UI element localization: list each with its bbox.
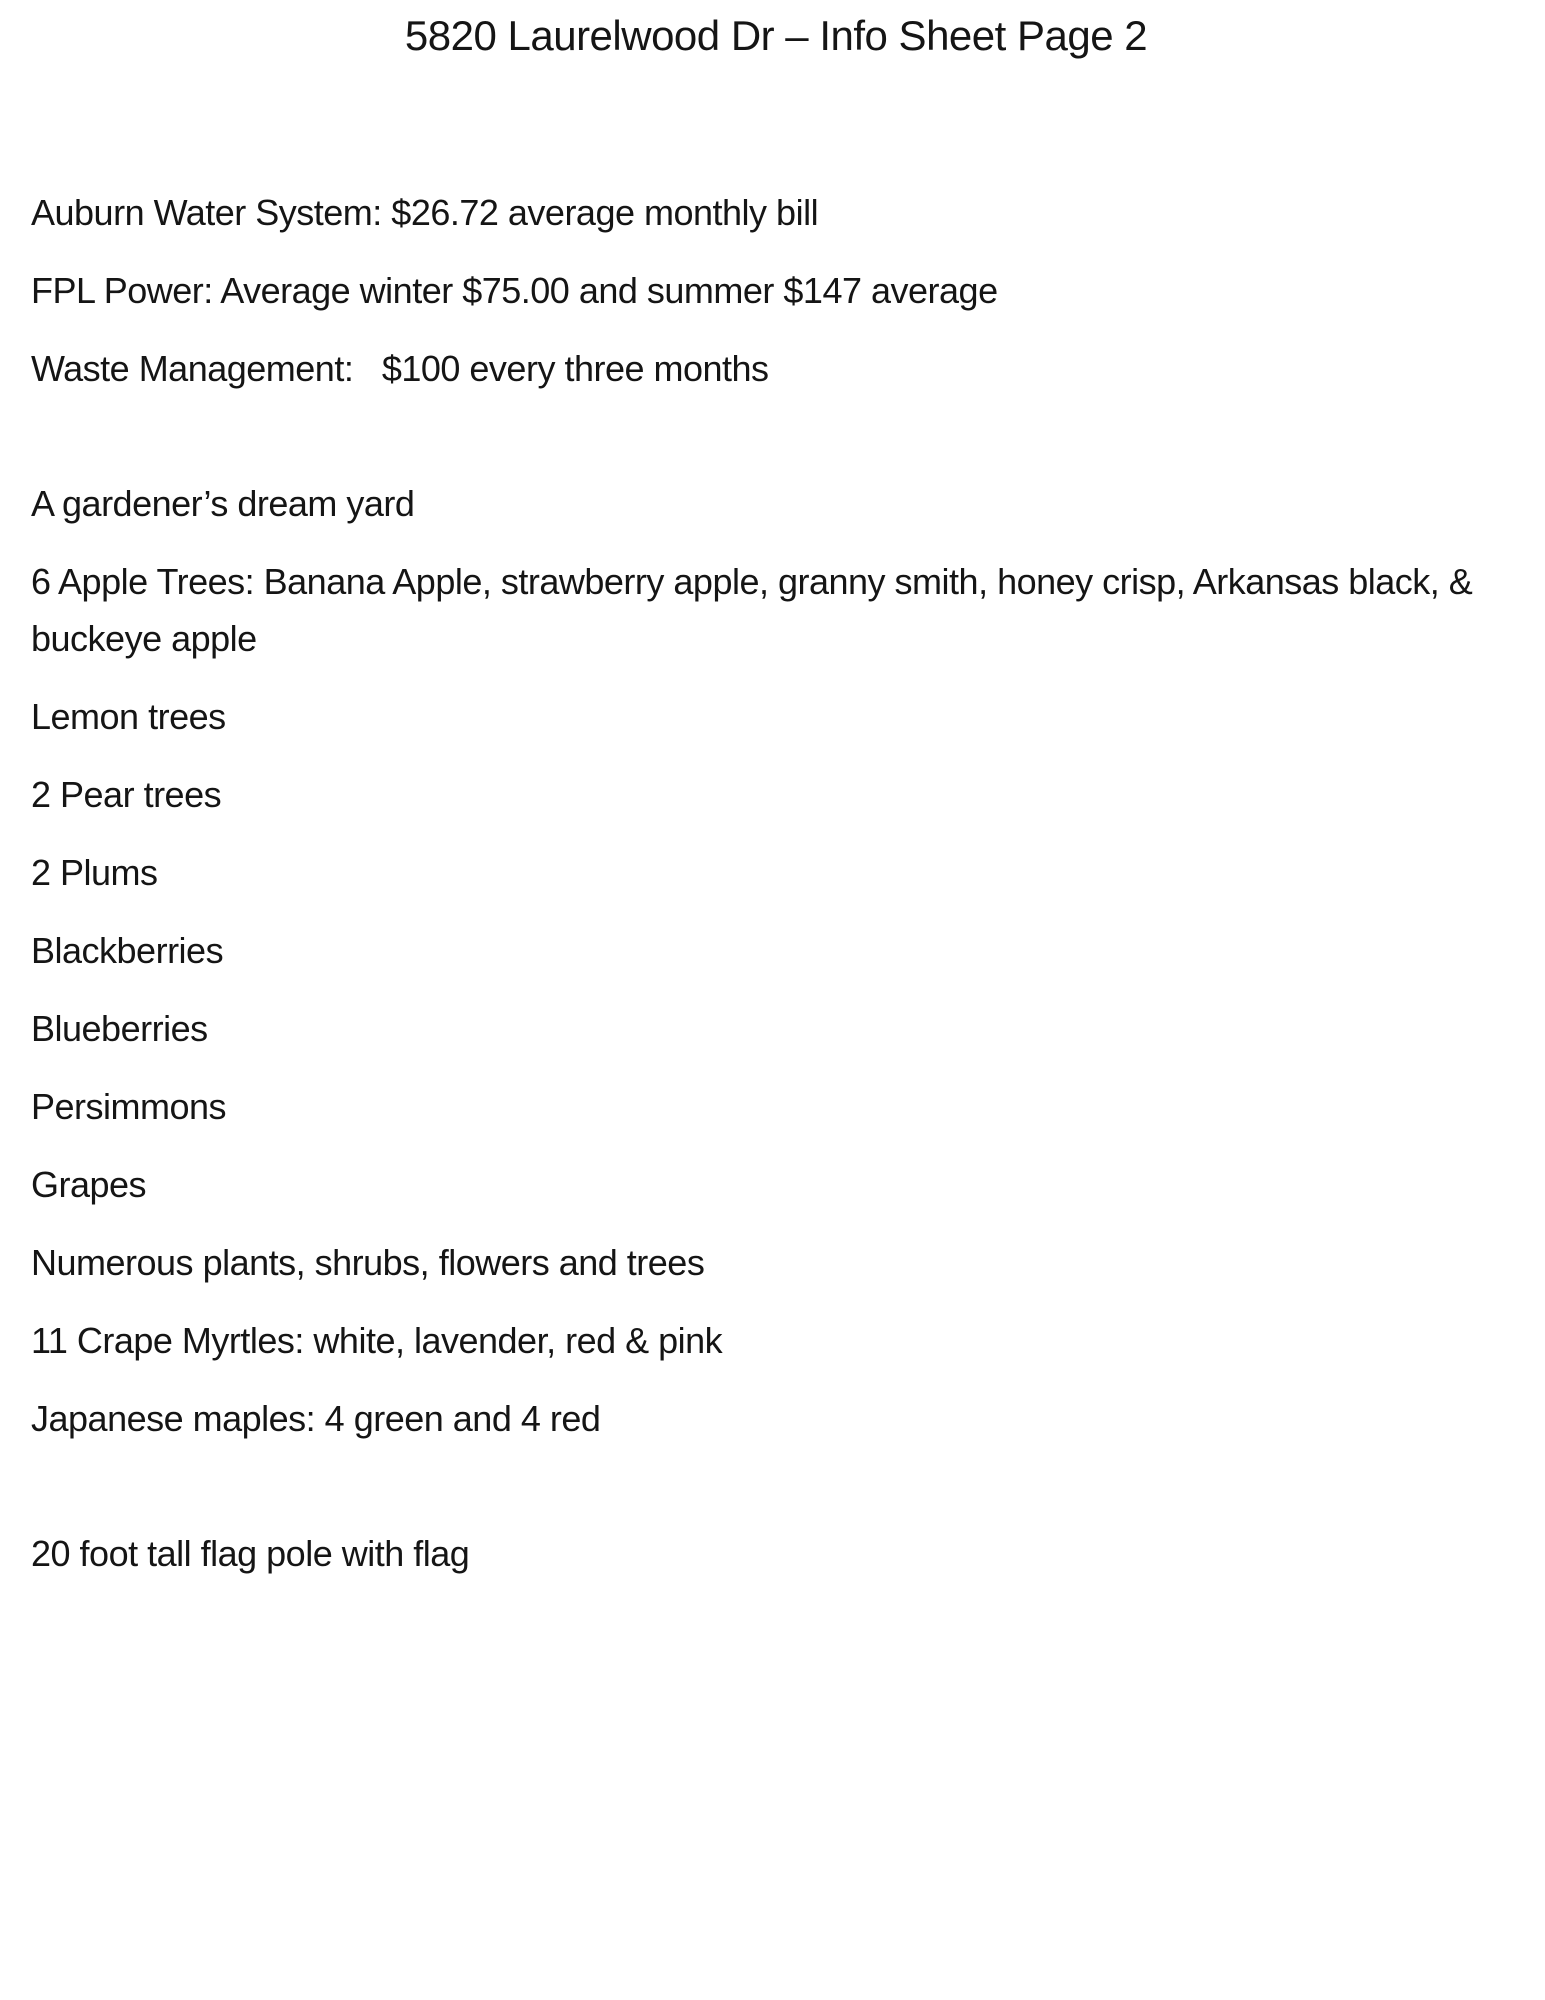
line-flag-pole: 20 foot tall flag pole with flag bbox=[31, 1533, 470, 1574]
line-waste-management: Waste Management: $100 every three months bbox=[31, 348, 769, 389]
line-pear-trees: 2 Pear trees bbox=[31, 774, 222, 815]
line-apple-trees: 6 Apple Trees: Banana Apple, strawberry apple, granny smith, honey crisp, Arkansas black, & buckeye apple bbox=[31, 561, 1482, 659]
line-fpl-power: FPL Power: Average winter $75.00 and summer $147 average bbox=[31, 270, 998, 311]
line-blackberries: Blackberries bbox=[31, 930, 224, 971]
document-title: 5820 Laurelwood Dr – Info Sheet Page 2 bbox=[404, 12, 1148, 59]
line-grapes: Grapes bbox=[31, 1164, 147, 1205]
section-utilities bbox=[31, 184, 1521, 397]
line-numerous-plants: Numerous plants, shrubs, flowers and trees bbox=[31, 1242, 705, 1283]
line-blueberries: Blueberries bbox=[31, 1008, 208, 1049]
line-persimmons: Persimmons bbox=[31, 1086, 227, 1127]
line-crape-myrtles: 11 Crape Myrtles: white, lavender, red & pink bbox=[31, 1320, 723, 1361]
line-auburn-water-system: Auburn Water System: $26.72 average monthly bill bbox=[31, 192, 819, 233]
line-plums: 2 Plums bbox=[31, 852, 158, 893]
line-lemon-trees: Lemon trees bbox=[31, 696, 226, 737]
section-flag-pole bbox=[31, 1525, 1521, 1582]
line-gardeners-dream-yard: A gardener’s dream yard bbox=[31, 483, 415, 524]
section-yard bbox=[31, 475, 1521, 1447]
line-japanese-maples: Japanese maples: 4 green and 4 red bbox=[31, 1398, 601, 1439]
